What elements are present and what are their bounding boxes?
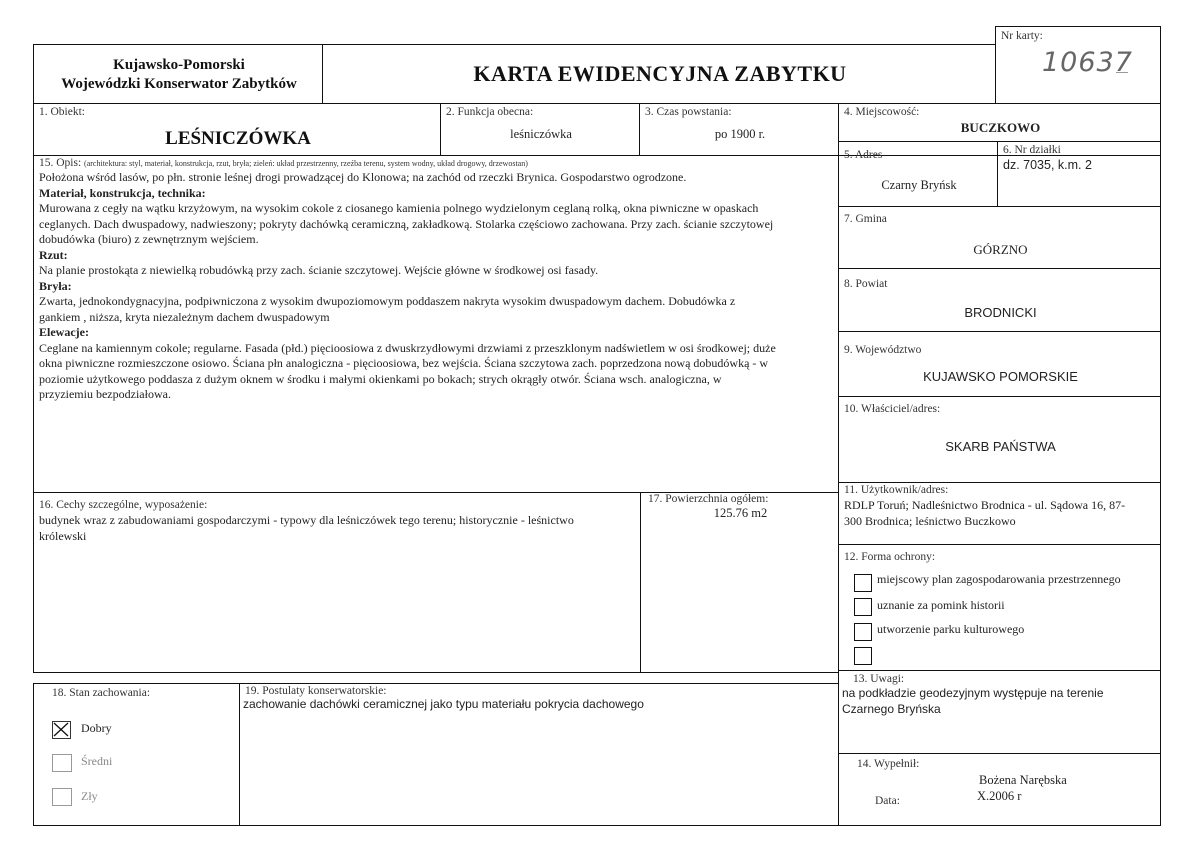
commune-cell [838,206,1161,269]
district-label: 8. Powiat [844,278,888,290]
protection-option-checkbox[interactable] [854,623,872,641]
postulates-value: zachowanie dachówki ceramicznej jako typu materiału pokrycia dachowego [243,697,644,711]
protection-option-checkbox[interactable] [854,574,872,592]
voivodeship-label: 9. Województwo [844,344,922,356]
description-label-note: (architektura: styl, materiał, konstrukcja, rzut, bryła; zieleń: układ przestrzenny, rzeźba terenu, system wodny, układ drogowy, drzewostan) [84,159,528,168]
condition-checkbox[interactable] [52,788,72,806]
elevation-line: okna piwniczne rozmieszczone osiowo. Ściana płn analogiczna - pięcioosiowa, bez wejścia. Ściana szczytowa zach. poprzedzona nową dobudówką - w [39,356,769,370]
authority-line-1: Kujawsko-Pomorski [113,57,245,73]
area-label: 17. Powierzchnia ogółem: [648,493,769,505]
features-line: królewski [39,529,87,543]
object-cell [33,103,441,156]
owner-label: 10. Właściciel/adres: [844,403,941,415]
description-text [39,170,776,403]
voivodeship-cell [838,331,1161,397]
locality-label: 4. Miejscowość: [844,106,920,118]
material-heading: Materiał, konstrukcja, technika: [39,185,206,200]
remarks-line: na podkładzie geodezyjnym występuje na terenie [842,686,1104,700]
function-cell [440,103,640,156]
plot-cell [997,141,1161,207]
description-cell [33,155,839,493]
mass-line: Zwarta, jednokondygnacyjna, podpiwniczona z wysokim dwupoziomowym poddaszem nakryta wysokim dwuspadowym dachem. Dobudówka z [39,294,736,308]
plot-value: dz. 7035, k.m. 2 [1003,158,1092,172]
material-line: dobudówka (biuro) z zewnętrznym wejściem. [39,232,259,246]
condition-cell [33,683,240,826]
condition-checkbox-checked[interactable] [52,721,71,739]
area-value: 125.76 m2 [713,506,768,520]
user-line: 300 Brodnica; leśnictwo Buczkowo [844,514,1016,528]
district-cell [838,268,1161,332]
owner-cell [838,396,1161,483]
description-label [39,157,528,169]
mass-heading: Bryła: [39,278,72,293]
function-value: leśniczówka [510,127,572,141]
user-line: RDLP Toruń; Nadleśnictwo Brodnica - ul. Sądowa 16, 87- [844,498,1126,512]
mass-line: gankiem , niższa, kryta niezależnym dachem dwuspadowym [39,309,330,324]
time-label: 3. Czas powstania: [645,106,732,118]
card-number: 10637 [1042,47,1133,78]
address-label: 5. Adres [844,149,883,161]
filled-by-cell [838,753,1161,826]
description-label-number: 15. Opis: [39,157,82,169]
filled-by-label: 14. Wypełnił: [857,758,920,770]
elevation-line: przyziemiu bezpodziałowa. [39,387,171,401]
material-line: Murowana z cegły na wątku krzyżowym, na wysokim cokole z ciosanego kamienia polnego wydzielonym ceglaną rolką, okna piwniczne w opaskach [39,201,759,215]
remarks-cell [838,670,1161,754]
condition-option-label: Zły [81,789,98,803]
plan-heading: Rzut: [39,247,68,262]
address-cell [838,141,998,207]
postulates-cell [239,683,839,826]
record-card [33,26,1161,826]
authority-line-2: Wojewódzki Konserwator Zabytków [61,76,297,92]
elevation-line: poziomie użytkowego poddasza z dużym oknem w środku i małymi okienkami po bokach; strych okrągły otwór. Ściana wsch. analogiczna, w [39,371,722,386]
card-title: KARTA EWIDENCYJNA ZABYTKU [473,61,847,86]
user-cell [838,482,1161,545]
commune-value: GÓRZNO [973,242,1028,257]
district-value: BRODNICKI [964,305,1037,320]
card-number-cell [995,26,1161,104]
protection-option-checkbox[interactable] [854,598,872,616]
card-number-label: Nr karty: [1001,30,1043,42]
handwriting-dash [1116,72,1128,73]
locality-value: BUCZKOWO [960,120,1041,135]
elevation-line: Ceglane na kamiennym cokole; regularne. Fasada (płd.) pięcioosiowa z dwuskrzydłowymi drzwiami z przeszklonym nadświetlem w osi środkowej; duże [39,340,776,355]
object-value: LEŚNICZÓWKA [165,128,311,149]
plot-label: 6. Nr działki [1003,144,1061,156]
time-value: po 1900 r. [714,127,766,141]
title-cell [322,44,996,104]
features-cell [33,492,641,673]
area-cell [640,492,839,673]
address-value: Czarny Bryńsk [881,178,957,192]
material-line: ceglanych. Dach dwuspadowy, nadwieszony; pokryty dachówką ceramiczną, zakładkową. Stolarka częściowo zachowana. Przy zach. ścianie szczytowej [39,216,774,231]
user-label: 11. Użytkownik/adres: [844,484,949,496]
condition-checkbox[interactable] [52,754,72,772]
protection-option-label: miejscowy plan zagospodarowania przestrzennego [877,572,1121,586]
owner-value: SKARB PAŃSTWA [945,439,1056,454]
remarks-line: Czarnego Bryńska [842,702,941,716]
protection-label: 12. Forma ochrony: [844,551,936,563]
description-intro-line: Położona wśród lasów, po płn. stronie leśnej drogi prowadzącej do Klonowa; na zachód od rzeczki Brynica. Gospodarstwo ogrodzone. [39,170,687,184]
date-label: Data: [875,795,900,807]
time-cell [639,103,839,156]
features-label: 16. Cechy szczególne, wyposażenie: [39,499,208,511]
authority-cell [33,44,323,104]
condition-option-label: Średni [81,754,113,768]
condition-option-label: Dobry [81,721,112,735]
protection-option-label: utworzenie parku kulturowego [877,622,1025,636]
elevation-heading: Elewacje: [39,325,89,339]
function-label: 2. Funkcja obecna: [446,106,534,118]
plan-line: Na planie prostokąta z niewielką robudówką przy zach. ścianie szczytowej. Wejście główne w środkowej osi fasady. [39,263,599,277]
object-label: 1. Obiekt: [39,106,85,118]
voivodeship-value: KUJAWSKO POMORSKIE [923,369,1078,384]
condition-label: 18. Stan zachowania: [52,687,151,699]
checkmark-x-icon [53,722,69,737]
commune-label: 7. Gmina [844,213,887,225]
features-line: budynek wraz z zabudowaniami gospodarczymi - typowy dla leśniczówek tego terenu; historycznie - leśnictwo [39,513,574,527]
protection-cell [838,544,1161,671]
date-value: X.2006 r [977,789,1022,803]
remarks-label: 13. Uwagi: [853,673,905,685]
filled-by-name: Bożena Narębska [979,773,1067,787]
protection-option-checkbox[interactable] [854,647,872,665]
protection-option-label: uznanie za pomink historii [877,598,1005,612]
postulates-label: 19. Postulaty konserwatorskie: [245,685,387,697]
